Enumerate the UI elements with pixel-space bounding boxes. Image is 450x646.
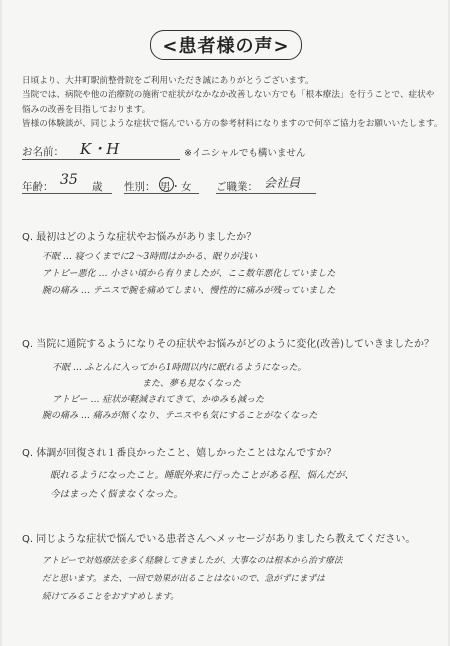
answer-4-line: 続けてみることをおすすめします。 — [42, 592, 179, 602]
answer-2-line: 不眠 … ふとんに入ってから1時間以内に眠れるようになった。 — [52, 363, 307, 373]
survey-sheet — [2, 0, 448, 646]
name-value: K・H — [80, 140, 120, 158]
job-underline — [216, 193, 316, 194]
age-underline — [22, 193, 112, 194]
question-1: Q. 最初はどのような症状やお悩みがありましたか？ — [22, 232, 257, 243]
answer-1-line: 不眠 … 寝つくまでに2〜3時間はかかる、眠りが浅い — [42, 252, 258, 262]
answer-3-line: 今はまったく悩まなくなった。 — [50, 489, 184, 500]
question-2: Q. 当院に通院するようになりその症状やお悩みがどのように変化(改善)していきましたか？ — [22, 339, 435, 350]
answer-2-line: また、夢も見なくなった — [142, 379, 242, 389]
answer-3-line: 眠れるようになったこと。睡眠外来に行ったことがある程、悩んだが、 — [50, 470, 355, 481]
page-title: <患者様の声> — [150, 30, 302, 60]
answer-4-line: だと思います。また、一回で効果が出ることはないので、急がずにまずは — [42, 574, 325, 584]
answer-4-line: アトピーで対処療法を多く経験してきましたが、大事なのは根本から治す療法 — [42, 556, 343, 566]
answer-1-line: 腕の痛み … テニスで腕を痛めてしまい、慢性的に痛みが残っていました — [42, 286, 336, 296]
intro-text — [22, 74, 443, 132]
intro-line: 当院では、病院や他の治療院の施術で症状がなかなか改善しない方でも「根本療法」を行うことで、症状や — [22, 90, 435, 101]
sex-label: 性別： — [124, 181, 156, 193]
question-4: Q. 同じような症状で悩んでいる患者さんへメッセージがありましたら教えてください。 — [22, 534, 416, 545]
answer-1-line: アトピー悪化 … 小さい頃から有りましたが、ここ数年悪化していました — [42, 269, 336, 279]
sex-options: 男・女 — [160, 181, 192, 193]
age-unit: 歳 — [92, 181, 103, 193]
name-underline — [22, 159, 180, 160]
intro-line: 悩みの改善を目指しております。 — [22, 104, 151, 115]
name-label: お名前： — [22, 146, 64, 158]
answer-2-line: 腕の痛み … 痛みが無くなり、テニスやも気にすることがなくなった — [42, 411, 318, 421]
job-label: ご職業： — [216, 181, 258, 193]
sex-underline — [124, 193, 199, 194]
answer-2-line: アトピー … 症状が軽減されてきて、かゆみも減った — [52, 395, 265, 405]
question-3: Q. 体調が回復され１番良かったこと、嬉しかったことはなんですか？ — [22, 448, 337, 459]
intro-line: 皆様の体験談が、同じような症状で悩んでいる方の参考材料になりますので何卒ご協力をお願いいたします。 — [22, 119, 443, 130]
job-value: 会社員 — [264, 176, 301, 190]
initial-note: ※イニシャルでも構いません — [184, 148, 306, 159]
age-value: 35 — [60, 172, 78, 188]
intro-line: 日頃より、大井町駅前整骨院をご利用いただき誠にありがとうございます。 — [22, 76, 314, 86]
age-label: 年齢： — [22, 181, 54, 193]
